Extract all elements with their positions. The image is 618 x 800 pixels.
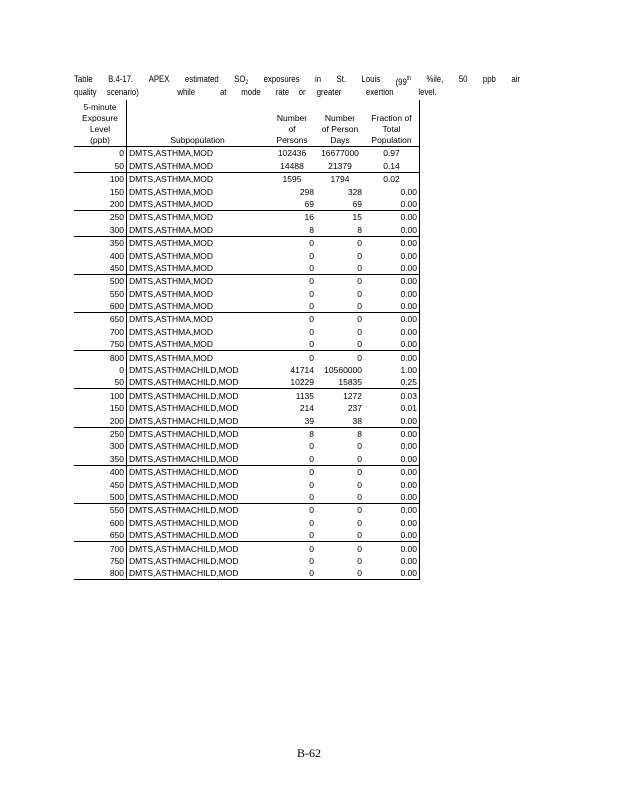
cell-exposure-level: 0 bbox=[74, 364, 127, 376]
cell-number-of-person-days: 8 bbox=[316, 223, 364, 236]
cell-number-of-person-days: 1272 bbox=[343, 390, 362, 401]
table-row bbox=[74, 325, 420, 337]
caption-word: 50 bbox=[458, 74, 468, 85]
table-row bbox=[74, 198, 420, 211]
cell-exposure-level: 250 bbox=[74, 427, 127, 440]
caption-word: at bbox=[219, 87, 227, 98]
cell-number-of-person-days: 0 bbox=[357, 276, 362, 287]
cell-number-of-person-days: 0 bbox=[357, 314, 362, 325]
cell-number-of-person-days: 0 bbox=[316, 300, 364, 313]
cell-number-of-persons: 0 bbox=[309, 543, 314, 554]
cell-subpopulation: DMTS,ASTHMACHILD,MOD bbox=[127, 376, 269, 389]
cell-number-of-persons: 41714 bbox=[290, 365, 314, 376]
cell-subpopulation: DMTS,ASTHMACHILD,MOD bbox=[127, 452, 269, 465]
cell-subpopulation: DMTS,ASTHMA,MOD bbox=[129, 314, 214, 325]
cell-subpopulation: DMTS,ASTHMA,MOD bbox=[129, 276, 214, 287]
header-line: 5-minute bbox=[83, 102, 117, 112]
cell-exposure-level: 500 bbox=[74, 491, 127, 504]
cell-number-of-persons: 39 bbox=[268, 414, 316, 427]
cell-number-of-persons: 14488 bbox=[268, 159, 316, 172]
cell-number-of-persons: 1135 bbox=[295, 390, 314, 401]
cell-subpopulation: DMTS,ASTHMA,MOD bbox=[129, 352, 214, 363]
cell-fraction-of-population: 0.00 bbox=[364, 516, 420, 528]
header-fraction-of-population bbox=[364, 100, 420, 147]
cell-number-of-person-days: 15 bbox=[352, 212, 362, 223]
cell-fraction-of-population: 0.00 bbox=[364, 440, 420, 452]
cell-fraction-of-population: 0.00 bbox=[364, 198, 420, 211]
cell-number-of-persons: 0 bbox=[309, 352, 314, 363]
cell-exposure-level: 700 bbox=[74, 325, 127, 337]
page-number: B-62 bbox=[297, 746, 321, 760]
cell-exposure-level: 450 bbox=[74, 478, 127, 490]
table-row bbox=[74, 389, 420, 402]
cell-exposure-level: 800 bbox=[74, 351, 127, 364]
cell-subpopulation: DMTS,ASTHMA,MOD bbox=[129, 174, 214, 185]
cell-subpopulation: DMTS,ASTHMACHILD,MOD bbox=[129, 428, 239, 439]
table-row bbox=[74, 249, 420, 261]
cell-fraction-of-population: 0.00 bbox=[364, 313, 420, 326]
cell-fraction-of-population: 0.00 bbox=[364, 478, 420, 490]
table-row bbox=[74, 503, 420, 516]
table-row bbox=[74, 159, 420, 172]
cell-exposure-level: 700 bbox=[74, 542, 127, 555]
cell-exposure-level: 750 bbox=[74, 338, 127, 351]
cell-fraction-of-population: 0.00 bbox=[364, 351, 420, 364]
cell-fraction-of-population: 0.00 bbox=[364, 427, 420, 440]
cell-exposure-level: 400 bbox=[74, 465, 127, 478]
cell-fraction-of-population: 0.00 bbox=[364, 338, 420, 351]
header-number-of-persons bbox=[268, 100, 316, 147]
cell-number-of-person-days: 0 bbox=[357, 250, 362, 261]
cell-number-of-persons: 0 bbox=[268, 491, 316, 504]
cell-subpopulation: DMTS,ASTHMACHILD,MOD bbox=[129, 441, 239, 452]
cell-fraction-of-population: 0.00 bbox=[364, 274, 420, 287]
cell-exposure-level: 250 bbox=[74, 210, 127, 223]
table-row bbox=[74, 452, 420, 465]
cell-number-of-person-days: 38 bbox=[316, 414, 364, 427]
cell-exposure-level: 400 bbox=[74, 249, 127, 261]
cell-number-of-persons: 0 bbox=[309, 467, 314, 478]
cell-number-of-persons: 8 bbox=[309, 428, 314, 439]
cell-subpopulation: DMTS,ASTHMA,MOD bbox=[127, 338, 269, 351]
cell-number-of-person-days: 0 bbox=[357, 505, 362, 516]
cell-subpopulation: DMTS,ASTHMACHILD,MOD bbox=[129, 479, 239, 490]
cell-exposure-level: 150 bbox=[74, 402, 127, 414]
cell-number-of-person-days: 1794 bbox=[330, 174, 350, 185]
cell-subpopulation: DMTS,ASTHMACHILD,MOD bbox=[129, 390, 239, 401]
caption-word: exposures bbox=[263, 74, 300, 85]
table-row bbox=[74, 529, 420, 542]
cell-fraction-of-population: 0.00 bbox=[364, 452, 420, 465]
cell-fraction-of-population: 0.00 bbox=[364, 300, 420, 313]
header-line: Subpopulation bbox=[170, 135, 225, 145]
table-caption bbox=[74, 73, 520, 99]
table-row bbox=[74, 465, 420, 478]
cell-number-of-persons: 0 bbox=[309, 276, 314, 287]
header-number-of-person-days bbox=[316, 100, 364, 147]
cell-number-of-persons: 0 bbox=[309, 555, 314, 566]
table-row bbox=[74, 236, 420, 249]
table-row bbox=[74, 555, 420, 567]
cell-fraction-of-population: 0.00 bbox=[364, 262, 420, 275]
cell-number-of-persons: 0 bbox=[268, 338, 316, 351]
caption-word: APEX bbox=[148, 74, 170, 85]
caption-word: in bbox=[314, 74, 322, 85]
cell-subpopulation: DMTS,ASTHMACHILD,MOD bbox=[129, 555, 239, 566]
cell-exposure-level: 300 bbox=[74, 440, 127, 452]
cell-fraction-of-population: 0.00 bbox=[364, 223, 420, 236]
cell-number-of-person-days: 8 bbox=[357, 428, 362, 439]
cell-number-of-persons: 16 bbox=[304, 212, 314, 223]
cell-number-of-persons: 8 bbox=[268, 223, 316, 236]
cell-number-of-person-days: 10560000 bbox=[324, 365, 362, 376]
cell-subpopulation: DMTS,ASTHMA,MOD bbox=[127, 300, 269, 313]
cell-number-of-person-days: 0 bbox=[357, 441, 362, 452]
cell-subpopulation: DMTS,ASTHMACHILD,MOD bbox=[129, 403, 239, 414]
caption-word: level. bbox=[418, 87, 437, 98]
table-row bbox=[74, 402, 420, 414]
cell-subpopulation: DMTS,ASTHMA,MOD bbox=[129, 288, 214, 299]
caption-superscript: th bbox=[406, 76, 411, 82]
cell-fraction-of-population: 0.00 bbox=[364, 236, 420, 249]
cell-subpopulation: DMTS,ASTHMACHILD,MOD bbox=[129, 505, 239, 516]
cell-exposure-level: 550 bbox=[74, 287, 127, 299]
cell-number-of-person-days: 16677000 bbox=[321, 148, 359, 159]
cell-number-of-persons: 0 bbox=[268, 529, 316, 542]
cell-subpopulation: DMTS,ASTHMACHILD,MOD bbox=[129, 365, 239, 376]
cell-number-of-persons: 0 bbox=[309, 505, 314, 516]
cell-number-of-persons: 1595 bbox=[282, 174, 302, 185]
table-row bbox=[74, 542, 420, 555]
cell-subpopulation: DMTS,ASTHMA,MOD bbox=[129, 250, 214, 261]
cell-number-of-person-days: 328 bbox=[347, 186, 362, 197]
cell-fraction-of-population: 0.00 bbox=[364, 503, 420, 516]
cell-exposure-level: 550 bbox=[74, 503, 127, 516]
cell-number-of-person-days: 0 bbox=[357, 326, 362, 337]
cell-subpopulation: DMTS,ASTHMA,MOD bbox=[127, 198, 269, 211]
cell-number-of-persons: 0 bbox=[309, 479, 314, 490]
cell-exposure-level: 50 bbox=[74, 159, 127, 172]
cell-number-of-persons: 0 bbox=[268, 300, 316, 313]
cell-number-of-persons: 0 bbox=[309, 517, 314, 528]
caption-word: quality bbox=[74, 87, 97, 98]
table-row bbox=[74, 223, 420, 236]
header-exposure-level bbox=[74, 100, 127, 147]
caption-line-2 bbox=[74, 86, 520, 99]
header-line: Number bbox=[276, 113, 308, 123]
caption-word: Louis bbox=[361, 74, 381, 85]
header-line: Number bbox=[324, 113, 356, 123]
cell-fraction-of-population: 0.14 bbox=[364, 159, 420, 172]
table-row bbox=[74, 300, 420, 313]
cell-exposure-level: 100 bbox=[74, 172, 127, 185]
header-line: Days bbox=[330, 135, 350, 145]
caption-word-99: (99 bbox=[395, 77, 407, 88]
cell-number-of-person-days: 0 bbox=[357, 352, 362, 363]
cell-number-of-person-days: 0 bbox=[316, 529, 364, 542]
cell-number-of-person-days: 0 bbox=[357, 517, 362, 528]
cell-number-of-person-days: 0 bbox=[357, 288, 362, 299]
cell-fraction-of-population: 0.01 bbox=[364, 402, 420, 414]
cell-number-of-persons: 0 bbox=[309, 238, 314, 249]
cell-subpopulation: DMTS,ASTHMA,MOD bbox=[129, 326, 214, 337]
cell-number-of-persons: 0 bbox=[268, 452, 316, 465]
caption-word: exertion bbox=[365, 87, 394, 98]
cell-fraction-of-population: 0.00 bbox=[364, 287, 420, 299]
table-row bbox=[74, 440, 420, 452]
table-header-row bbox=[74, 100, 420, 147]
cell-number-of-persons: 0 bbox=[309, 250, 314, 261]
table-row bbox=[74, 172, 420, 185]
cell-subpopulation: DMTS,ASTHMACHILD,MOD bbox=[129, 543, 239, 554]
cell-exposure-level: 800 bbox=[74, 567, 127, 580]
cell-number-of-persons: 298 bbox=[299, 186, 314, 197]
caption-word bbox=[396, 73, 411, 86]
cell-exposure-level: 350 bbox=[74, 452, 127, 465]
cell-fraction-of-population: 0.25 bbox=[364, 376, 420, 389]
cell-number-of-person-days: 21379 bbox=[316, 159, 364, 172]
cell-exposure-level: 450 bbox=[74, 262, 127, 275]
caption-word: ppb bbox=[482, 74, 496, 85]
cell-fraction-of-population: 0.00 bbox=[364, 542, 420, 555]
cell-exposure-level: 600 bbox=[74, 516, 127, 528]
cell-number-of-person-days: 0 bbox=[316, 491, 364, 504]
cell-fraction-of-population: 0.00 bbox=[364, 249, 420, 261]
cell-number-of-person-days: 237 bbox=[347, 403, 362, 414]
cell-number-of-person-days: 0 bbox=[357, 467, 362, 478]
cell-subpopulation: DMTS,ASTHMA,MOD bbox=[129, 238, 214, 249]
caption-word: estimated bbox=[184, 74, 219, 85]
cell-subpopulation: DMTS,ASTHMACHILD,MOD bbox=[129, 517, 239, 528]
table-row bbox=[74, 491, 420, 504]
header-line: Persons bbox=[276, 135, 308, 145]
header-line: of bbox=[288, 124, 296, 134]
table-row bbox=[74, 414, 420, 427]
header-line: Fraction of bbox=[371, 113, 412, 123]
table-row bbox=[74, 478, 420, 490]
table-row bbox=[74, 516, 420, 528]
cell-number-of-person-days: 69 bbox=[316, 198, 364, 211]
caption-word: or bbox=[298, 87, 306, 98]
cell-number-of-persons: 0 bbox=[309, 314, 314, 325]
caption-word-so: SO bbox=[234, 74, 246, 85]
cell-subpopulation: DMTS,ASTHMA,MOD bbox=[127, 223, 269, 236]
cell-fraction-of-population: 0.02 bbox=[364, 172, 420, 185]
cell-subpopulation: DMTS,ASTHMACHILD,MOD bbox=[129, 467, 239, 478]
cell-exposure-level: 100 bbox=[74, 389, 127, 402]
cell-subpopulation: DMTS,ASTHMACHILD,MOD bbox=[127, 529, 269, 542]
table-row bbox=[74, 147, 420, 160]
cell-subpopulation: DMTS,ASTHMACHILD,MOD bbox=[127, 491, 269, 504]
exposure-table bbox=[74, 100, 420, 580]
cell-subpopulation: DMTS,ASTHMA,MOD bbox=[129, 186, 214, 197]
header-line: (ppb) bbox=[90, 135, 110, 145]
table-row bbox=[74, 185, 420, 197]
cell-number-of-person-days: 0 bbox=[316, 452, 364, 465]
cell-subpopulation: DMTS,ASTHMACHILD,MOD bbox=[127, 567, 269, 580]
cell-fraction-of-population: 0.00 bbox=[364, 465, 420, 478]
table-row bbox=[74, 210, 420, 223]
caption-word: rate bbox=[275, 87, 290, 98]
caption-word: mode bbox=[241, 87, 261, 98]
cell-number-of-persons: 0 bbox=[309, 326, 314, 337]
cell-exposure-level: 300 bbox=[74, 223, 127, 236]
cell-number-of-persons: 69 bbox=[268, 198, 316, 211]
table-row bbox=[74, 313, 420, 326]
cell-number-of-person-days: 0 bbox=[357, 479, 362, 490]
cell-fraction-of-population: 0.03 bbox=[364, 389, 420, 402]
caption-subscript: 2 bbox=[245, 80, 249, 86]
cell-fraction-of-population: 0.00 bbox=[364, 491, 420, 504]
cell-number-of-person-days: 0 bbox=[316, 567, 364, 580]
cell-subpopulation: DMTS,ASTHMACHILD,MOD bbox=[127, 414, 269, 427]
caption-line-1 bbox=[74, 73, 520, 86]
table-row bbox=[74, 338, 420, 351]
cell-fraction-of-population: 0.00 bbox=[364, 325, 420, 337]
cell-exposure-level: 600 bbox=[74, 300, 127, 313]
cell-subpopulation: DMTS,ASTHMA,MOD bbox=[127, 159, 269, 172]
cell-exposure-level: 200 bbox=[74, 414, 127, 427]
cell-number-of-persons: 0 bbox=[309, 441, 314, 452]
caption-word: Table bbox=[74, 74, 93, 85]
cell-number-of-persons: 0 bbox=[268, 262, 316, 275]
table-body bbox=[74, 147, 420, 580]
caption-word: air bbox=[511, 74, 520, 85]
cell-exposure-level: 150 bbox=[74, 185, 127, 197]
cell-subpopulation: DMTS,ASTHMA,MOD bbox=[129, 148, 214, 159]
cell-fraction-of-population: 0.00 bbox=[364, 414, 420, 427]
cell-number-of-persons: 214 bbox=[299, 403, 314, 414]
header-subpopulation bbox=[127, 100, 269, 147]
cell-fraction-of-population: 0.00 bbox=[364, 567, 420, 580]
table-row bbox=[74, 364, 420, 376]
cell-fraction-of-population: 0.00 bbox=[364, 210, 420, 223]
caption-word: %ile, bbox=[426, 74, 444, 85]
cell-number-of-person-days: 15835 bbox=[316, 376, 364, 389]
cell-exposure-level: 50 bbox=[74, 376, 127, 389]
cell-fraction-of-population: 0.97 bbox=[364, 147, 420, 160]
cell-number-of-persons: 102436 bbox=[277, 148, 307, 159]
table-row bbox=[74, 287, 420, 299]
table-row bbox=[74, 351, 420, 364]
header-line: of Person bbox=[321, 124, 359, 134]
header-line: Level bbox=[89, 124, 111, 134]
cell-exposure-level: 750 bbox=[74, 555, 127, 567]
cell-number-of-person-days: 0 bbox=[316, 338, 364, 351]
cell-exposure-level: 500 bbox=[74, 274, 127, 287]
table-row bbox=[74, 567, 420, 580]
cell-fraction-of-population: 0.00 bbox=[364, 555, 420, 567]
cell-exposure-level: 650 bbox=[74, 313, 127, 326]
caption-word: greater bbox=[316, 87, 342, 98]
cell-number-of-person-days: 0 bbox=[316, 262, 364, 275]
cell-fraction-of-population: 1.00 bbox=[364, 364, 420, 376]
cell-subpopulation: DMTS,ASTHMA,MOD bbox=[129, 212, 214, 223]
cell-exposure-level: 350 bbox=[74, 236, 127, 249]
table-row bbox=[74, 274, 420, 287]
cell-number-of-person-days: 0 bbox=[357, 238, 362, 249]
caption-word: scenario) bbox=[106, 87, 139, 98]
header-line: Exposure bbox=[82, 113, 118, 123]
cell-exposure-level: 650 bbox=[74, 529, 127, 542]
table-row bbox=[74, 427, 420, 440]
cell-number-of-person-days: 0 bbox=[357, 543, 362, 554]
cell-subpopulation: DMTS,ASTHMA,MOD bbox=[127, 262, 269, 275]
caption-word: St. bbox=[336, 74, 347, 85]
cell-fraction-of-population: 0.00 bbox=[364, 529, 420, 542]
cell-number-of-persons: 10229 bbox=[268, 376, 316, 389]
caption-word bbox=[234, 73, 248, 86]
cell-number-of-person-days: 0 bbox=[357, 555, 362, 566]
caption-word: while bbox=[177, 87, 196, 98]
caption-word: B.4-17. bbox=[108, 74, 134, 85]
header-line: Population bbox=[371, 135, 412, 145]
cell-fraction-of-population: 0.00 bbox=[364, 185, 420, 197]
table-row bbox=[74, 376, 420, 389]
cell-exposure-level: 200 bbox=[74, 198, 127, 211]
cell-exposure-level: 0 bbox=[74, 147, 127, 160]
cell-number-of-persons: 0 bbox=[268, 567, 316, 580]
cell-number-of-persons: 0 bbox=[309, 288, 314, 299]
header-line: Total bbox=[382, 124, 401, 134]
table-row bbox=[74, 262, 420, 275]
